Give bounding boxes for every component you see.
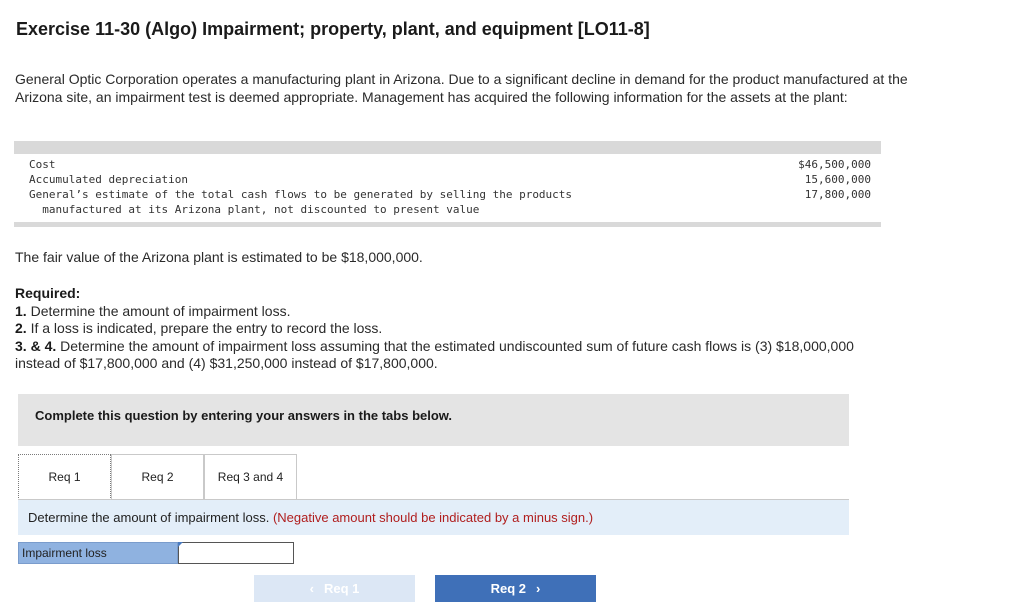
required-heading: Required: [15,285,81,301]
row-accum-dep-value: 15,600,000 [804,173,871,186]
next-req-button[interactable] [435,575,596,602]
prev-req-button[interactable] [254,575,415,602]
table-top-rule [14,141,881,154]
row-cost-value: $46,500,000 [798,158,871,171]
required-item-2 [15,320,875,338]
chevron-left-icon: ‹ [309,581,314,596]
row-cash-flows-value: 17,800,000 [804,188,871,201]
table-bottom-rule [14,222,881,227]
impairment-loss-input[interactable] [178,542,294,564]
fair-value-text: The fair value of the Arizona plant is estimated to be $18,000,000. [15,249,423,265]
required-item-3-4-text: Determine the amount of impairment loss assuming that the estimated undiscounted sum of future cash flows is (3) $18,000,000 instead of $17,800,000 and (4) $31,250,000 instead of $17,800,000. [15,337,854,371]
complete-prompt: Complete this question by entering your answers in the tabs below. [35,408,453,423]
required-item-1-text: Determine the amount of impairment loss. [30,302,291,319]
instruction-note: (Negative amount should be indicated by a minus sign.) [272,510,594,525]
required-item-3-4-num: 3. & 4. [15,337,57,354]
tab-req-3-and-4-label: Req 3 and 4 [217,470,284,484]
row-cost-label: Cost [29,158,56,171]
required-item-2-text: If a loss is indicated, prepare the entry to record the loss. [30,320,383,336]
instruction-box [18,500,849,535]
page-title: Exercise 11-30 (Algo) Impairment; property, plant, and equipment [LO11-8] [16,19,650,39]
tab-req-2-label: Req 2 [141,470,174,484]
required-item-3-4 [15,338,875,373]
required-item-1 [15,303,875,321]
row-cash-flows-label: General’s estimate of the total cash flows to be generated by selling the products [29,188,573,201]
next-req-label: Req 2 [490,581,527,596]
tab-req-2[interactable] [111,454,204,500]
input-flag-icon [178,542,183,547]
instruction-text: Determine the amount of impairment loss. [28,510,270,525]
tab-req-1[interactable] [18,454,111,500]
required-section [15,285,875,373]
row-cash-flows-label-cont: manufactured at its Arizona plant, not discounted to present value [29,203,480,216]
asset-data-table [14,141,881,227]
complete-prompt-box [18,394,849,446]
row-accum-dep-label: Accumulated depreciation [29,173,188,186]
prev-req-label: Req 1 [323,581,360,596]
tab-req-1-label: Req 1 [48,470,81,484]
required-item-1-num: 1. [15,302,27,319]
chevron-right-icon: › [536,581,541,596]
impairment-loss-label: Impairment loss [18,542,178,564]
instruction-text-wrap [28,510,593,525]
tab-req-3-and-4[interactable] [204,454,297,500]
required-item-2-num: 2. [15,320,27,336]
problem-intro: General Optic Corporation operates a manufacturing plant in Arizona. Due to a significant decline in demand for the product manufactured at the Arizona site, an impairment test is deemed appropriate. Management has acquired the following information for the assets at the plant: [15,71,908,105]
